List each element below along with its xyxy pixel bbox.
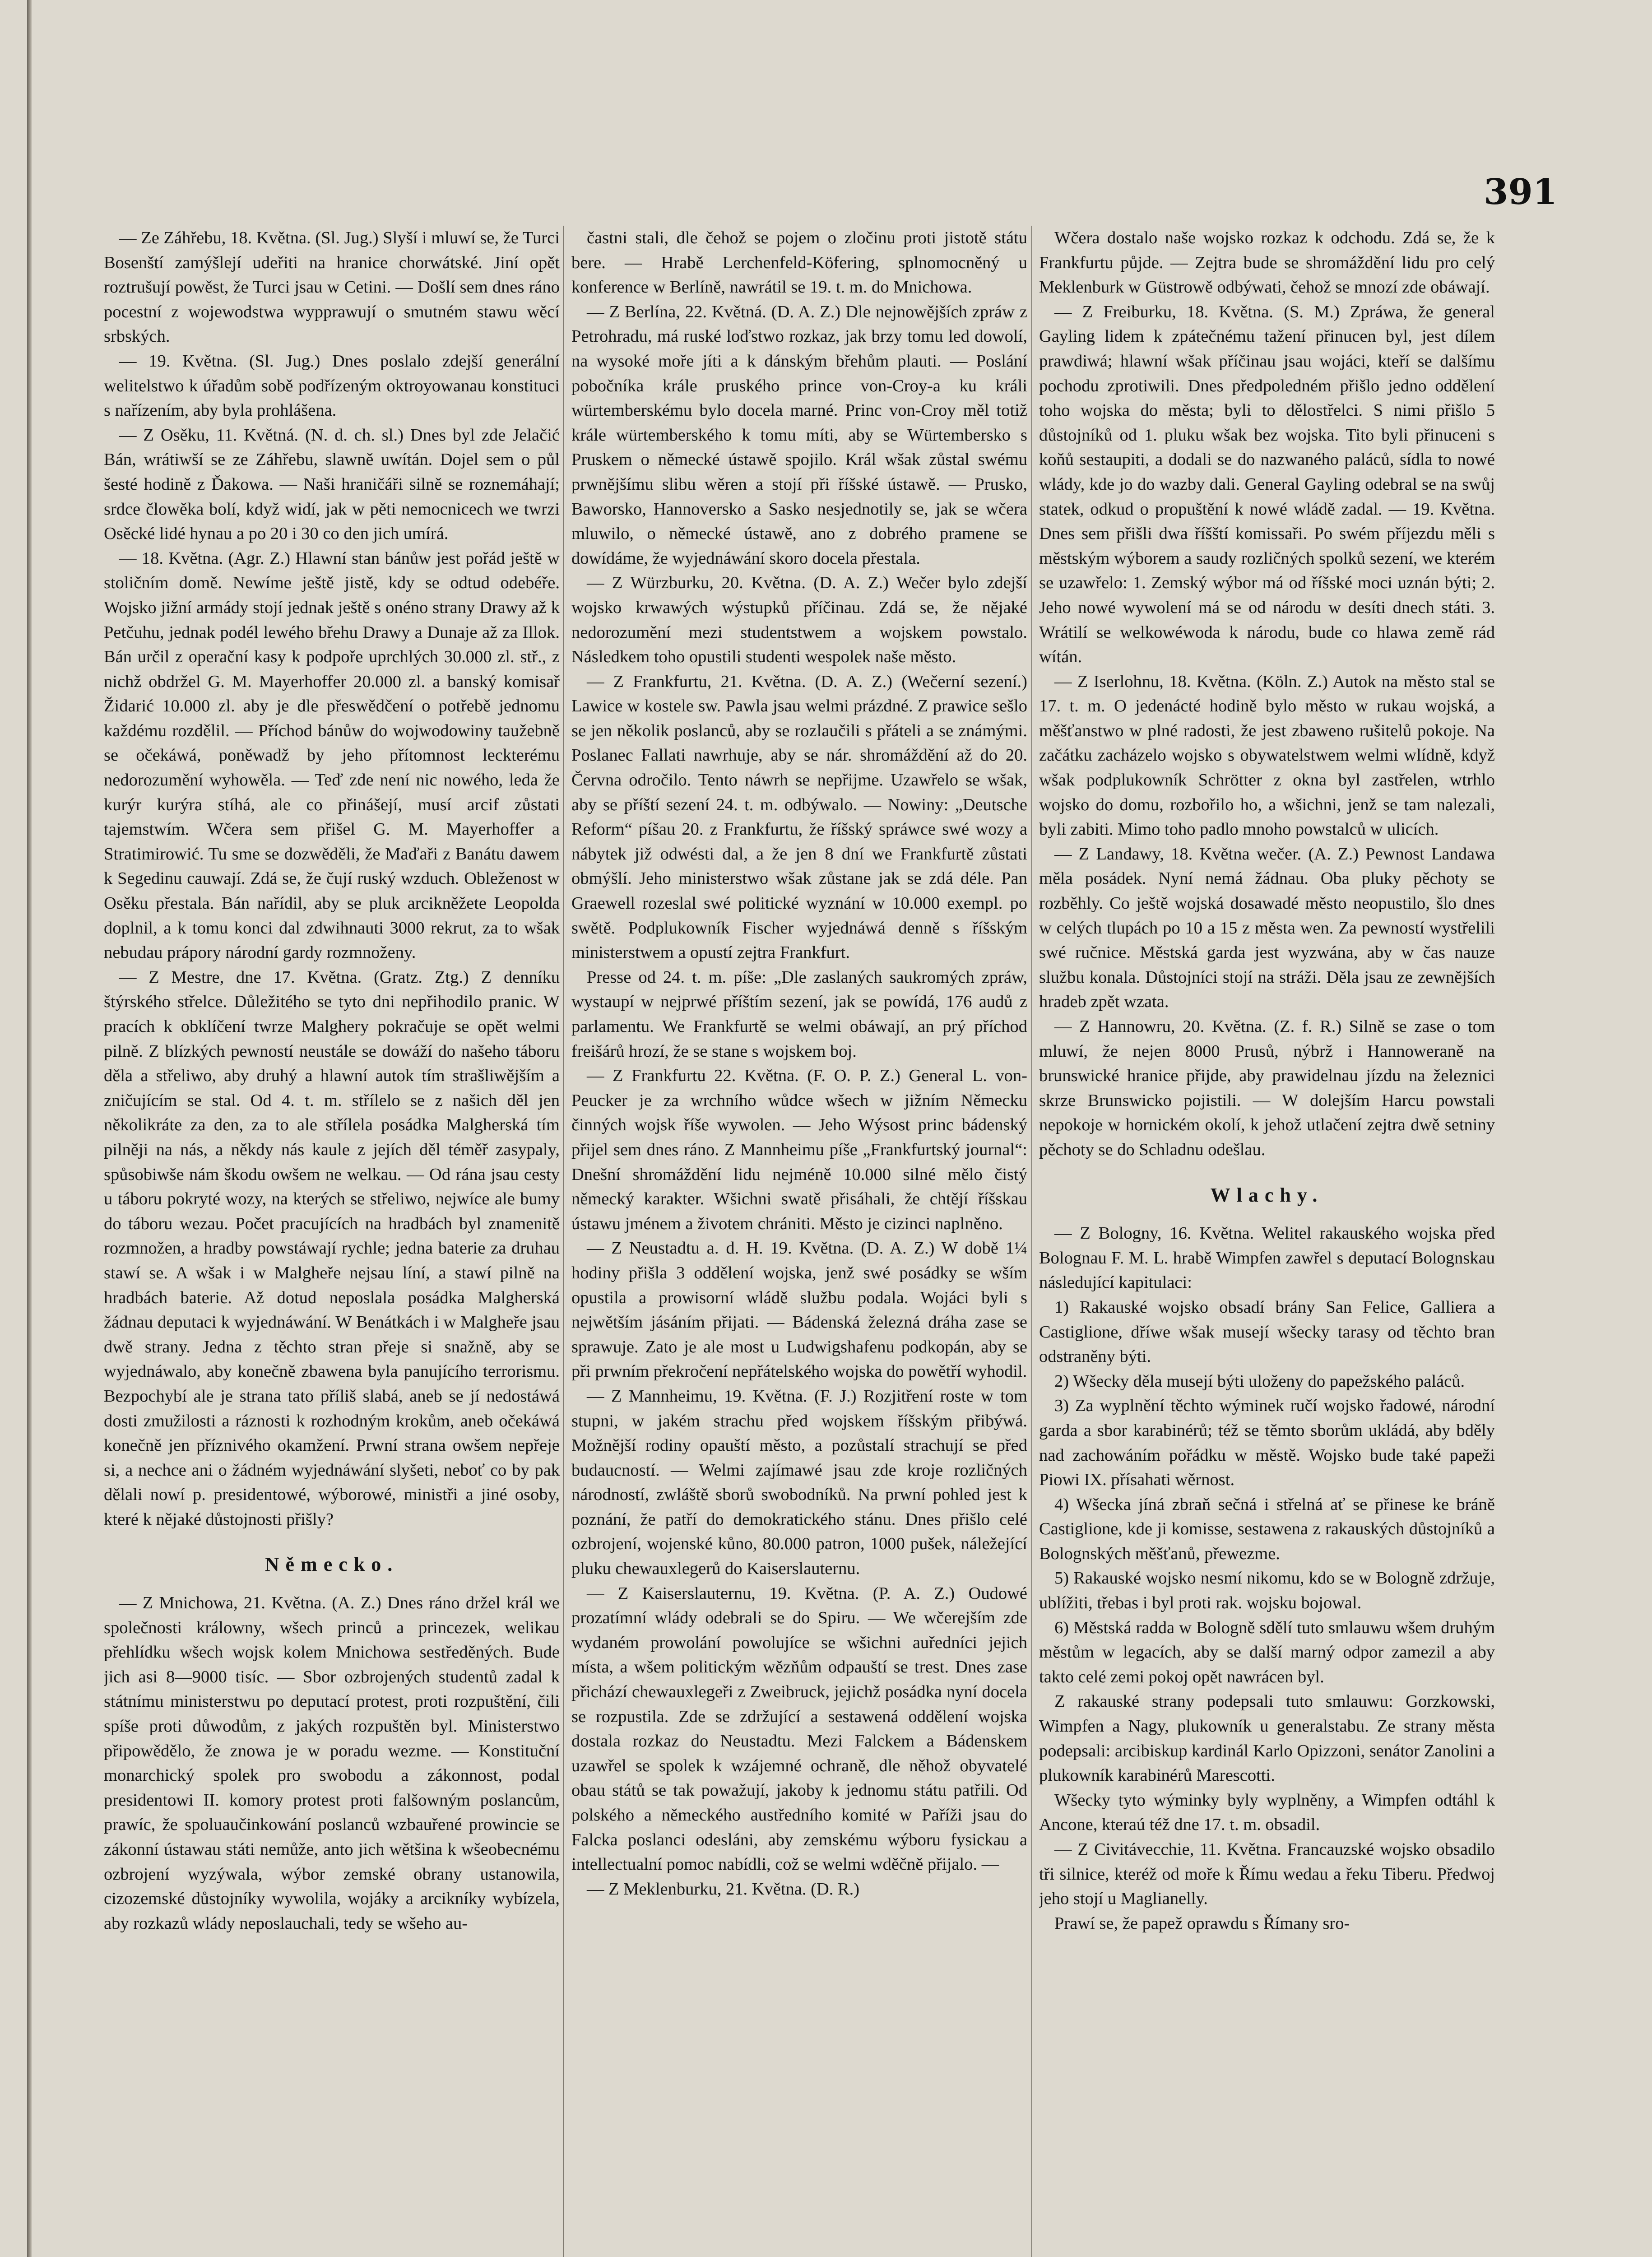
article-paragraph: Wčera dostalo naše wojsko rozkaz k odchodu. Zdá se, že k Frankfurtu půjde. — Zejtra bude se shromáždění lidu pro celý Meklenburk w Güstrowě odbýwati, čehož se mnozí zde obáwají. xyxy=(1039,228,1495,297)
article-paragraph: — Z Landawy, 18. Května wečer. (A. Z.) Pewnost Landawa měla posádek. Nyní nemá žádnau. Oba pluky pěchoty se rozběhly. Co ještě wojská dosawadé město neopustilo, šlo dnes w celých tlupách po 10 a 15 z města wen. Za pewností wystřelili swé ručnice. Městská garda jest wyzwána, aby w čas nauze službu konala. Důstojníci stojí na stráži. Děla jsau ze zewnějších hradeb zpět wzata. xyxy=(1039,844,1495,1012)
article-paragraph: — Z Frankfurtu, 21. Května. (D. A. Z.) (Wečerní sezení.) Lawice w kostele sw. Pawla jsau welmi prázdné. Z prawice sešlo se jen několik poslanců, aby se rozlaučili s přáteli a se známými. Poslanec Fallati nawrhuje, aby se nár. shromáždění až do 20. Června odročilo. Tento náwrh se nepřijme. Uzawřelo se wšak, aby se příští sezení 24. t. m. odbýwalo. — Nowiny: „Deutsche Reform“ píšau 20. z Frankfurtu, že říšský spráwce swé wozy a nábytek již odwésti dal, a že jen 8 dní we Frankfurtě zůstati obmýšlí. Jeho ministerstwo wšak zůstane jak se zdá déle. Pan Graewell rozeslal swé politické wyznání w 10.000 exempl. po swětě. Podplukowník Fischer wyjednáwá denně s říšským ministerstwem a opustí zejtra Frankfurt. xyxy=(571,672,1027,962)
article-paragraph: — Z Osěku, 11. Květná. (N. d. ch. sl.) Dnes byl zde Jelačić Bán, wrátiwší se ze Záhřebu, slawně uwítán. Dojel sem o půl šesté hodině z Ďakowa. — Naši hraničáři silně se roznemáhají; srdce člowěka bolí, když widí, jak w pěti nemocnicech we twrzi Osěcké lidé hynau a po 20 i 30 co den jich umírá. xyxy=(104,425,560,543)
article-paragraph: — Z Berlína, 22. Květná. (D. A. Z.) Dle nejnowějších zpráw z Petrohradu, má ruské loďstwo rozkaz, jak brzy tomu led dowolí, na wysoké moře jíti a k dánským břehům plauti. — Poslání pobočníka krále pruského prince von-Croy-a ku králi würtemberskému bylo docela marné. Princ von-Croy měl totiž krále würtemberského k tomu míti, aby se Würtembersko s Pruskem o německé ústawě spojilo. Král wšak zůstal swému prwnějšímu slibu wěren a stojí při říšské ústawě. — Prusko, Baworsko, Hannoversko a Sasko nesjednotily se, jak se wčera mluwilo, o německé ústawě, ano z dobrého pramene se dowídáme, že wyjednáwání skoro docela přestala. xyxy=(571,302,1027,568)
article-paragraph: — Z Civitávecchie, 11. Května. Francauzské wojsko obsadilo tři silnice, kteréž od moře k Římu wedau a řeku Tiberu. Předwoj jeho stojí u Maglianelly. xyxy=(1039,1840,1495,1909)
article-paragraph: Wšecky tyto wýminky byly wyplněny, a Wimpfen odtáhl k Ancone, kteraú též dne 17. t. m. obsadil. xyxy=(1039,1790,1495,1834)
article-paragraph: — Z Hannowru, 20. Května. (Z. f. R.) Silně se zase o tom mluwí, že nejen 8000 Prusů, nýbrž i Hannoweraně na brunswické hranice přijde, aby prawidelnau jízdu na železnici skrze Brunswicko pojistili. — W dolejším Harcu powstali nepokoje w hornickém okolí, k jehož utlačení zejtra dwě setniny pěchoty se do Schladnu odešlau. xyxy=(1039,1017,1495,1159)
article-paragraph: — Ze Záhřebu, 18. Května. (Sl. Jug.) Slyší i mluwí se, že Turci Bosenští zamýšlejí udeřiti na hranice chorwátské. Jiní opět roztrušují powěst, že Turci jsau w Cetini. — Došlí sem dnes ráno pocestní z wojewodstwa wypprawují o smutném stawu wěcí srbských. xyxy=(104,228,560,346)
article-paragraph: — Z Freiburku, 18. Května. (S. M.) Zpráwa, že general Gayling lidem k zpátečnému tažení přinucen byl, jest dílem prawdiwá; hlawní wšak příčinau jsau wojáci, kteří se dalšímu pochodu zprotiwili. Dnes předpoledném přišlo jedno oddělení toho wojska do města; byli to dělostřelci. S nimi přišlo 5 důstojníků od 1. pluku wšak bez wojska. Tito byli přinuceni s koňů sestaupiti, a dodali se do nazwaného paláců, sídla to nowé wlády, kde jo do wazby dali. General Gayling odebral se na swůj statek, odkud o propuštění k nowé wládě zadal. — 19. Května. Dnes sem přišli dwa říšští komissaři. Po swém příjezdu měli s městským wýborem a saudy rozličných spolků sezení, we kterém se uzawřelo: 1. Zemský wýbor má od říšské moci uznán býti; 2. Jeho nowé wywolení má se od národu w desíti dnech státi. 3. Wrátilí se welkowéwoda k národu, bude co hlawa země rád wítán. xyxy=(1039,302,1495,667)
article-paragraph: Z rakauské strany podepsali tuto smlauwu: Gorzkowski, Wimpfen a Nagy, plukowník u generalstabu. Ze strany města podepsali: arcibiskup kardinál Karlo Opizzoni, senátor Zanolini a plukowník karabinérů Marescotti. xyxy=(1039,1692,1495,1785)
column-2 xyxy=(571,226,1027,2257)
article-paragraph: — Z Frankfurtu 22. Května. (F. O. P. Z.) General L. von-Peucker je za wrchního wůdce wšech w jižním Německu činných wojsk říše wywolen. — Jeho Wýsost princ bádenský přijel sem dnes ráno. Z Mannheimu píše „Frankfurtský journal“: Dnešní shromáždění lidu nejméně 10.000 silné mělo čistý německý karakter. Wšichni swatě přisáhali, že chtějí říšskau ústawu jménem a životem chrániti. Město je cizinci naplněno. xyxy=(571,1066,1027,1233)
section-heading: Německo. xyxy=(265,1553,399,1576)
column-3 xyxy=(1039,226,1495,2257)
page-number: 391 xyxy=(1484,172,1557,213)
article-paragraph: 5) Rakauské wojsko nesmí nikomu, kdo se w Bologně zdržuje, ublížiti, třebas i byl proti rak. wojsku bojowal. xyxy=(1039,1569,1495,1613)
page-edge-shadow xyxy=(27,0,32,2257)
article-paragraph: — Z Bologny, 16. Května. Welitel rakauského wojska před Bolognau F. M. L. hrabě Wimpfen zawřel s deputací Bolognskau následující kapitulaci: xyxy=(1039,1224,1495,1292)
column-1 xyxy=(104,226,560,2257)
column-rule xyxy=(1031,226,1032,2257)
section-heading: Wlachy. xyxy=(1210,1184,1324,1206)
article-paragraph: 4) Wšecka jíná zbraň sečná i střelná ať se přinese ke bráně Castiglione, kde ji komisse, sestawena z rakauských důstojníků a Bolognských měšťanů, přewezme. xyxy=(1039,1495,1495,1563)
article-paragraph: 1) Rakauské wojsko obsadí brány San Felice, Galliera a Castiglione, dříwe wšak musejí wšecky tarasy od těchto bran odstraněny býti. xyxy=(1039,1297,1495,1366)
article-paragraph: — Z Iserlohnu, 18. Května. (Köln. Z.) Autok na město stal se 17. t. m. O jedenácté hodině bylo město w rukau wojská, a měšťanstwo w plné radosti, že jest zbaweno rušitelů pokoje. Na začátku zacházelo wojsko s obywatelstwem welmi wlídně, když wšak podplukowník Schrötter z okna byl zastřelen, wtrhlo wojsko do domu, rozbořilo ho, a wšichni, jenž se tam nalezali, byli zabiti. Mimo toho padlo mnoho powstalců w ulicích. xyxy=(1039,672,1495,839)
article-paragraph: — Z Würzburku, 20. Května. (D. A. Z.) Wečer bylo zdejší wojsko krwawých wýstupků příčinau. Zdá se, že nějaké nedorozumění mezi studentstwem a wojskem powstalo. Následkem toho opustili studenti wespolek naše město. xyxy=(571,573,1027,667)
article-paragraph: — Z Meklenburku, 21. Května. (D. R.) xyxy=(587,1879,860,1899)
article-paragraph: Presse od 24. t. m. píše: „Dle zaslaných saukromých zpráw, wystaupí w nejprwé příštím sezení, jak se powídá, 176 audů z parlamentu. We Frankfurtě se welmi obáwají, an prý příchod freišárů hrozí, že se stane s wojskem boj. xyxy=(571,967,1027,1061)
article-paragraph: — Z Mestre, dne 17. Května. (Gratz. Ztg.) Z denníku štýrského střelce. Důležitého se tyto dni nepřihodilo pranic. W pracích k obklíčení twrze Malghery pokračuje se opět welmi pilně. Z blízkých pewností neustále se dowáží do našeho táboru děla a střeliwo, aby druhý a hlawní autok tím strašliwějším a zničujícím se stal. Od 4. t. m. střílelo se z našich děl jen několikráte za den, za to ale střílela posádka Malgherská tím pilněji na nás, a někdy nás kaule z jejích děl téměř zasypaly, spůsobiwše nám škodu owšem ne welkau. — Od rána jsau cesty u táboru pokryté wozy, na kterých se střeliwo, nejwíce ale bumy do táboru wezau. Počet pracujících na hradbách byl znamenitě rozmnožen, a hradby powstáwají rychle; jedna baterie za druhau stawí se. A wšak i w Malgheře nejsau líní, a stawí pilně na hradbách baterie. Až dotud neposlala posádka Malgherská žádnau deputaci k wyjednáwání. W Benátkách i w Malgheře jsau dwě strany. Jedna z těchto stran přeje si snažně, aby se wyjednáwalo, aby konečně zbawena byla panujícího terrorismu. Bezpochybí ale je strana tato příliš slabá, aneb se jí nedostáwá dosti zmužilosti a ráznosti k rozhodným krokům, aneb očekáwá konečně jen příznivého okamžení. Prwní strana owšem nepřeje si, a nechce ani o žádném wyjednáwání slyšeti, neboť co by pak dělali nowí p. presidentowé, wýborowé, ministři a jiné osoby, které k nějaké důstojnosti přišly? xyxy=(104,967,560,1529)
article-paragraph: — Z Mnichowa, 21. Května. (A. Z.) Dnes ráno držel král we společnosti králowny, wšech princů a princezek, welikau přehlídku wšech wojsk kolem Mnichowa sestředěných. Bude jich asi 8—9000 tisíc. — Sbor ozbrojených studentů zadal k státnímu ministerstwu po deputací protest, proti rozpuštění, čili spíše proti důwodům, z jakých rozpuštěn byl. Ministerstwo připowědělo, že znowa je w poradu wezme. — Konstituční monarchický spolek pro swobodu a zákonnost, podal presidentowi II. komory protest proti falšowným poslancům, prawíc, že spoluaučinkowání poslanců wzbauřené prowincie se zákonní ústawau státi nemůže, anto jich wětšina k wšeobecnému ozbrojení wyzýwala, wýbor zemské obrany ustanowila, cizozemské důstojníky wywolila, wojáky a arcikníky wybízela, aby rozkazů wlády neposlauchali, tedy se wšeho au- xyxy=(104,1593,560,1933)
article-paragraph: — 18. Května. (Agr. Z.) Hlawní stan bánůw jest pořád ještě w stoličním domě. Newíme ještě jistě, kdy se odtud odebéře. Wojsko jižní armády stojí jednak ještě s onéno strany Drawy až k Petčuhu, jednak podél lewého břehu Drawy a Dunaje až za Illok. Bán určil z operační kasy k podpoře uprchlých 30.000 zl. stř., z nichž obdržel G. M. Mayerhoffer 20.000 zl. a banský komisař Židarić 10.000 zl. aby je dle přeswědčení o potřebě jednomu každému rozdělil. — Příchod bánůw do wojwodowiny taužebně se očekáwá, poněwadž by jeho přítomnost leckterému nedorozumění wyhowěla. — Teď zde není nic nowého, leda že kurýr kurýra stíhá, ale co přinášejí, musí arcif zůstati tajemstwím. Wčera sem přišel G. M. Mayerhoffer a Stratimirowić. Tu sme se dozwěděli, že Maďaři z Banátu dawem k Segedinu cauwají. Zdá se, že čují ruský wzduch. Obleženost w Osěku přestala. Bán nařídil, aby se pluk arcikněžete Leopolda doplnil, a k tomu konci dal zdwihnauti 3000 rekrut, za to wšak nebudau prápory národní gardy rozmnoženy. xyxy=(104,548,560,962)
article-paragraph: — Z Mannheimu, 19. Května. (F. J.) Rozjitření roste w tom stupni, w jakém strachu před wojskem říšským přibýwá. Možnější rodiny opauští město, a pozůstalí strachují se před budaucností. — Welmi zajímawé jsau zde kroje rozličných národností, zwláště sborů swobodníků. Na prwní pohled jest k poznání, že patří do demokratického stánu. Dnes přišlo celé ozbrojení, wojenské kůno, 80.000 patron, 1000 pušek, náležející pluku chewauxlegerů do Kaiserslauternu. xyxy=(571,1386,1027,1579)
article-paragraph: — Z Neustadtu a. d. H. 19. Května. (D. A. Z.) W době 1¼ hodiny přišla 3 oddělení wojska, jenž swé posádky se wším opustila a prowisorní wládě službu podala. Wojáci byli s nejwětším jásáním přijati. — Bádenská železná dráha zase se sprawuje. Zato je ale most u Ludwigshafenu podkopán, aby se při prwním překročení nepřátelského wojska do powětří wyhodil. xyxy=(571,1239,1027,1381)
column-rule xyxy=(563,226,564,2257)
article-paragraph: 2) Wšecky děla musejí býti uloženy do papežského paláců. xyxy=(1054,1371,1465,1391)
article-paragraph: častni stali, dle čehož se pojem o zločinu proti jistotě státu bere. — Hrabě Lerchenfeld-Köfering, splnomocněný u konference w Berlíně, nawrátil se 19. t. m. do Mnichowa. xyxy=(571,228,1027,297)
article-paragraph: Prawí se, že papež oprawdu s Římany sro- xyxy=(1054,1913,1350,1933)
article-paragraph: 3) Za wyplnění těchto wýminek ručí wojsko řadowé, národní garda a sbor karabinérů; též se těmto sborům ukládá, aby bděly nad zachowáním pořádku w městě. Wojsko bude také papeži Piowi IX. přísahati wěrnost. xyxy=(1039,1396,1495,1490)
article-paragraph: — Z Kaiserslauternu, 19. Května. (P. A. Z.) Oudowé prozatímní wlády odebrali se do Spiru. — We wčerejším zde wydaném prowolání powolujíce se wšichni auředníci jejich místa, a wšem politickým wězňům odpauští se trest. Dnes zase přichází chewauxlegeři z Zweibruck, jejichž posádka nyní docela se rozpustila. Zde se zdržující a sestawená oddělení wojska dostala rozkaz do Neustadtu. Mezi Falckem a Bádenskem uzawřel se spolek k wzájemné ochraně, dle něhož obyvatelé obau států se tak powažují, jakoby k jednomu státu patřili. Od polského a německého austředního komité w Paříži jsau do Falcka poslanci odesláni, aby zemskému wýboru fysickau a intellectualní pomoc nabídli, což se welmi wděčně přijalo. — xyxy=(571,1584,1027,1874)
article-paragraph: — 19. Května. (Sl. Jug.) Dnes poslalo zdejší generální welitelstwo k úřadům sobě podřízeným oktroyowanau konstituci s nařízením, aby byla prohlášena. xyxy=(104,351,560,420)
article-paragraph: 6) Městská radda w Bologně sdělí tuto smlauwu wšem druhým městům w legacích, aby se další marný odpor zamezil a aby takto celé zemi pokoj opět nawrácen byl. xyxy=(1039,1618,1495,1686)
